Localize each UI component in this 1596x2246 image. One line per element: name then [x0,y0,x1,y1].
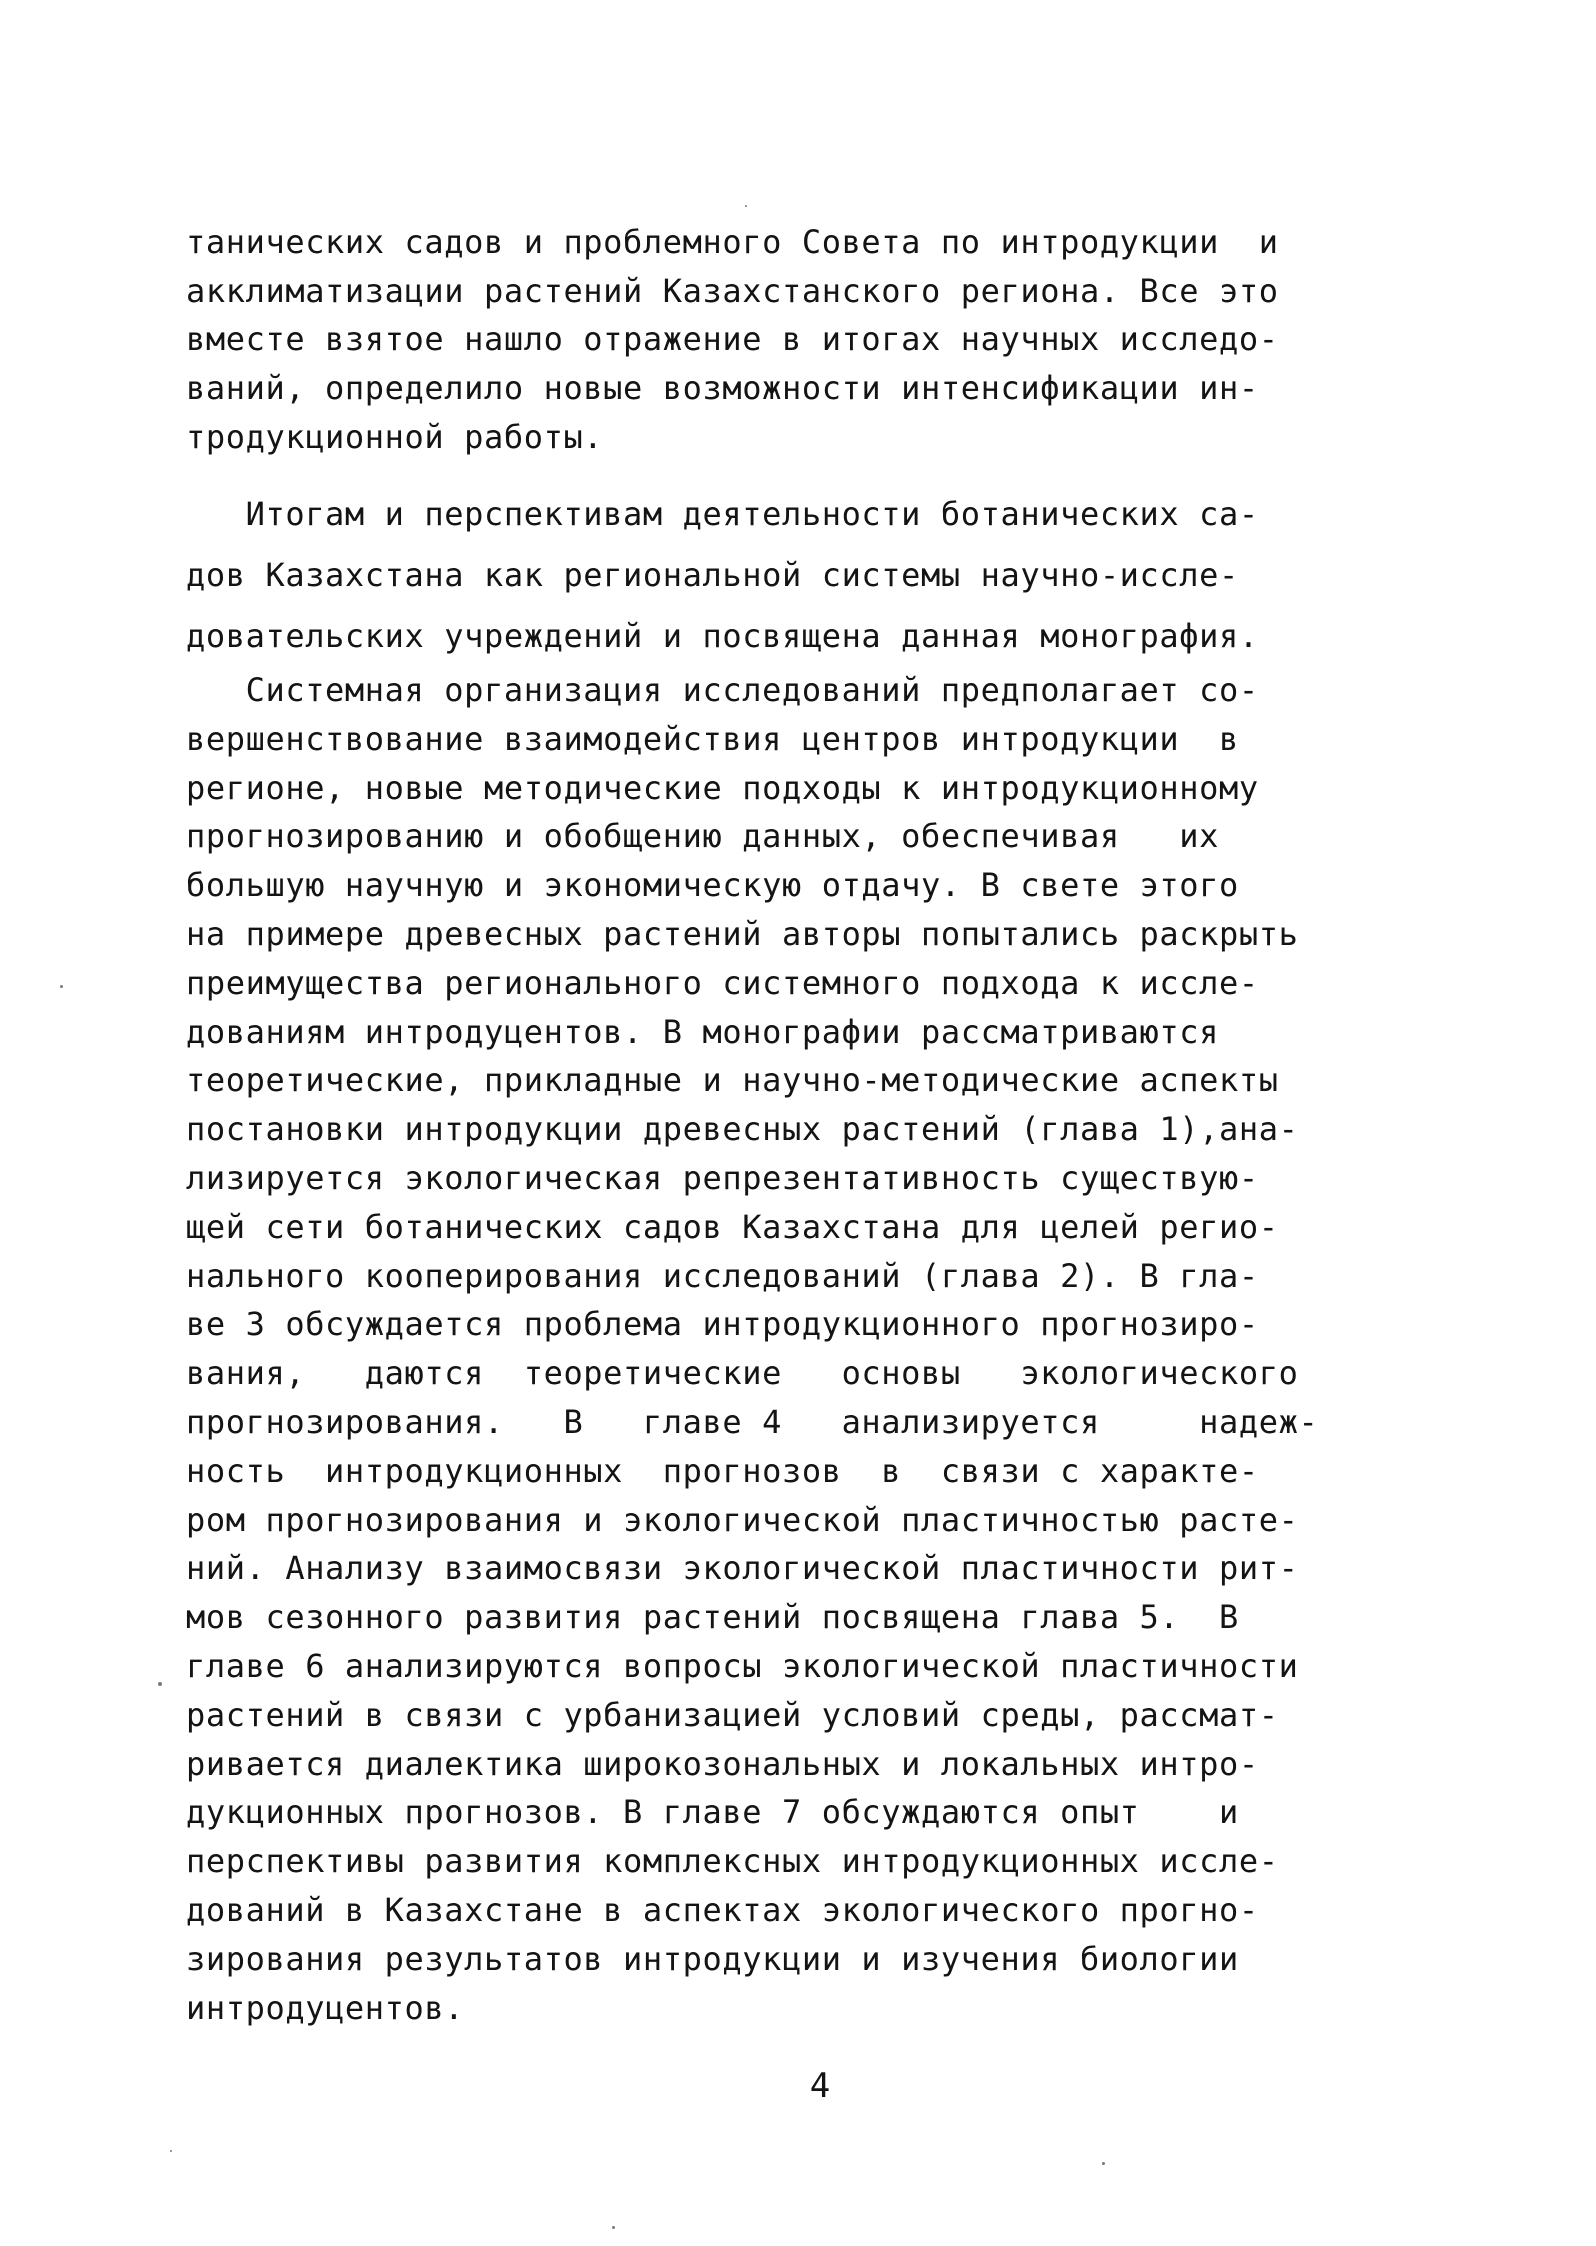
text-line: Системная организация исследований предполагает со- [186,671,1259,709]
text-line: дованиям интродуцентов. В монографии рассматриваются [186,1012,1220,1051]
text-line: теоретические, прикладные и научно-методические аспекты [186,1061,1279,1100]
text-line: зирования результатов интродукции и изучения биологии [186,1939,1239,1978]
paragraph-monograph-purpose [186,484,1491,667]
text-line: ве 3 обсуждается проблема интродукционного прогнозиро- [186,1305,1259,1344]
text-line: постановки интродукции древесных растений (глава 1),ана- [186,1110,1299,1149]
scan-speck [60,985,63,988]
text-line: перспективы развития комплексных интродукционных иссле- [186,1842,1279,1881]
scan-speck [745,205,747,207]
text-line: ром прогнозирования и экологической пластичностью расте- [186,1500,1299,1539]
text-line: ваний, определило новые возможности интенсификации ин- [186,369,1259,408]
text-line: лизируется экологическая репрезентативность существую- [186,1158,1259,1197]
text-line: Итогам и перспективам деятельности ботанических са- [186,495,1259,533]
text-line: интродуцентов. [186,1988,465,2027]
scan-speck [612,2226,615,2229]
text-line: нального кооперирования исследований (глава 2). В гла- [186,1256,1259,1295]
text-line: прогнозирования. В главе 4 анализируется надеж- [186,1402,1319,1441]
page-number: 4 [809,2066,831,2106]
text-line: растений в связи с урбанизацией условий среды, рассмат- [186,1695,1279,1734]
text-line: дований в Казахстане в аспектах экологического прогно- [186,1890,1259,1929]
text-line: ний. Анализу взаимосвязи экологической пластичности рит- [186,1549,1299,1588]
text-line: главе 6 анализируются вопросы экологической пластичности [186,1646,1299,1685]
text-line: большую научную и экономическую отдачу. В свете этого [186,866,1239,905]
text-line: вершенствование взаимодействия центров интродукции в [186,719,1239,758]
text-line: на примере древесных растений авторы попытались раскрыть [186,914,1299,953]
text-line: дукционных прогнозов. В главе 7 обсуждаются опыт и [186,1793,1239,1832]
paragraph-intro-continuation [186,218,1491,462]
text-line: тродукционной работы. [186,417,604,456]
text-line: акклиматизации растений Казахстанского региона. Все это [186,271,1279,310]
scan-speck [170,2150,172,2152]
text-line: регионе, новые методические подходы к интродукционному [186,768,1259,807]
text-line: мов сезонного развития растений посвящена глава 5. В [186,1598,1239,1637]
text-line: ривается диалектика широкозональных и локальных интро- [186,1744,1259,1783]
text-line: довательских учреждений и посвящена данная монография. [186,617,1259,655]
text-line: прогнозированию и обобщению данных, обеспечивая их [186,817,1220,856]
paragraph-chapter-overview [186,666,1491,2032]
text-line: преимущества регионального системного подхода к иссле- [186,963,1259,1002]
text-line: вания, даются теоретические основы экологического [186,1354,1299,1393]
text-line: щей сети ботанических садов Казахстана для целей регио- [186,1207,1279,1246]
text-line: ность интродукционных прогнозов в связи с характе- [186,1451,1259,1490]
scan-speck [158,1682,162,1686]
scan-speck [1102,2162,1105,2165]
text-line: вместе взятое нашло отражение в итогах научных исследо- [186,320,1279,359]
text-line: дов Казахстана как региональной системы научно-иссле- [186,556,1239,594]
text-line: танических садов и проблемного Совета по интродукции и [186,223,1279,261]
